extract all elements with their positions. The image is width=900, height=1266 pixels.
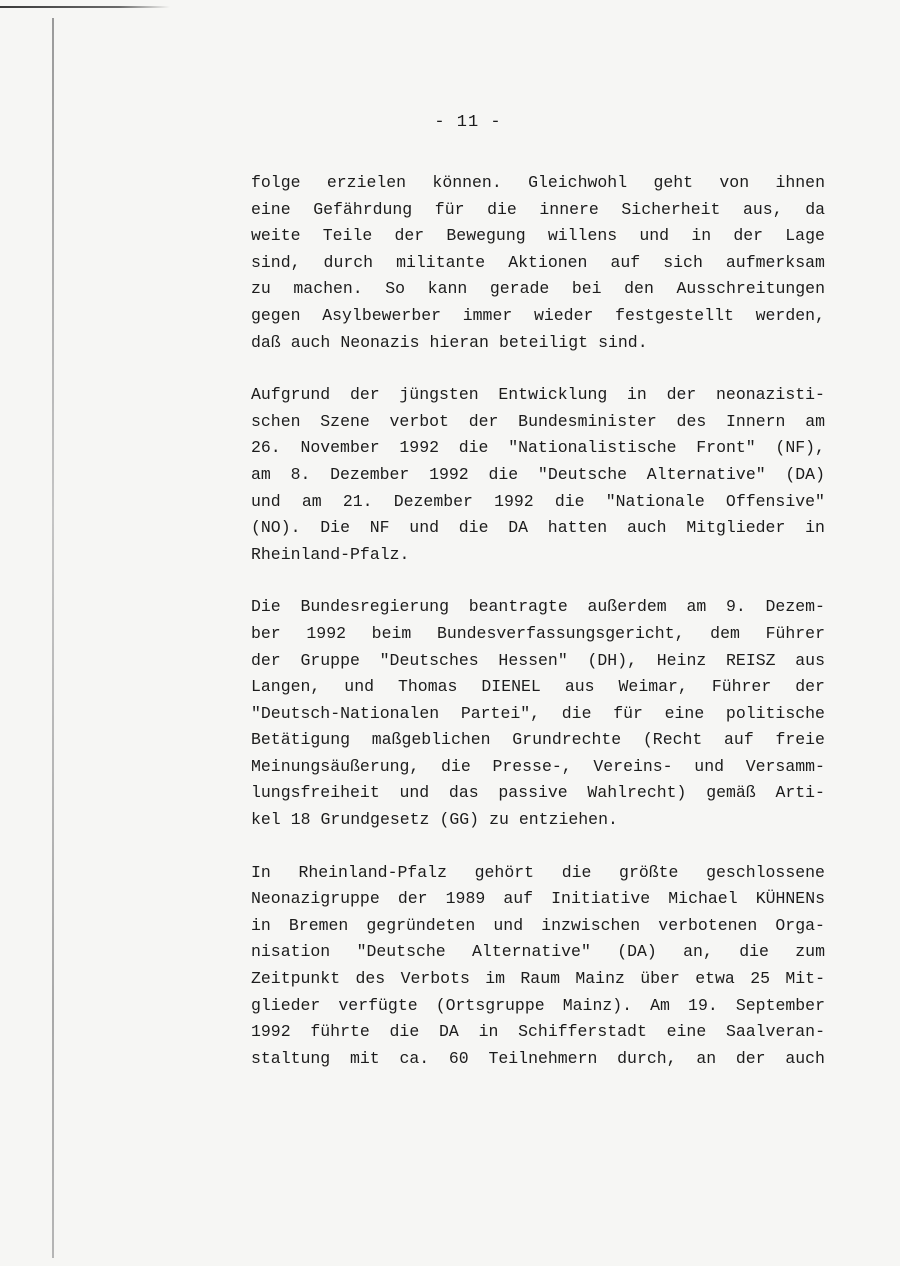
word: In <box>251 862 271 882</box>
word: DA <box>439 1022 459 1042</box>
word: die <box>389 1022 420 1042</box>
word: hatten <box>547 518 608 538</box>
word: "Nationale <box>605 491 705 511</box>
word: aus, <box>743 199 783 219</box>
word: über <box>640 969 680 989</box>
word: da <box>805 199 825 219</box>
word: Rheinland-Pfalz. <box>251 544 410 564</box>
word: ca. <box>399 1048 430 1068</box>
word: "Deutsche <box>537 464 628 484</box>
word: durch, <box>617 1048 677 1068</box>
word: Grundgesetz <box>320 810 430 830</box>
word: mit <box>349 1048 380 1068</box>
text-line <box>251 542 825 569</box>
word: Die <box>251 597 281 617</box>
word: beim <box>371 623 412 643</box>
word: daß <box>251 332 281 352</box>
word: gegründeten <box>366 915 476 935</box>
text-line <box>251 966 825 993</box>
word: Gleichwohl <box>528 173 628 192</box>
word: für <box>613 703 643 723</box>
word: die <box>458 518 489 538</box>
word: eine <box>251 199 291 219</box>
word: verbot <box>389 411 449 431</box>
word: für <box>434 199 465 219</box>
text-line <box>251 250 825 277</box>
word: Die <box>320 518 350 538</box>
text-line <box>251 197 825 224</box>
word: Führer <box>765 623 825 643</box>
text-line <box>251 409 825 436</box>
word: auf <box>724 730 754 750</box>
word: eine <box>666 1022 707 1042</box>
word: durch <box>323 252 374 272</box>
word: das <box>448 783 479 803</box>
word: 8. <box>290 464 311 484</box>
word: nisation <box>251 942 331 962</box>
word: zu <box>489 810 509 830</box>
word: gehört <box>474 862 535 882</box>
word: die <box>561 703 592 723</box>
paragraph <box>251 382 825 568</box>
text-line <box>251 701 825 728</box>
word: zu <box>251 279 271 299</box>
text-line <box>251 594 825 621</box>
word: die <box>739 942 769 962</box>
word: 21. <box>342 491 373 511</box>
word: außerdem <box>587 597 667 617</box>
word: am <box>805 411 825 431</box>
word: die <box>488 464 519 484</box>
word: Alternative" <box>472 942 591 962</box>
word: auch <box>785 1048 825 1068</box>
paragraph <box>251 860 825 1073</box>
word: Zeitpunkt <box>251 969 341 989</box>
word: Arti- <box>775 783 825 803</box>
word: Innern <box>726 411 786 431</box>
word: auch <box>626 518 667 538</box>
word: Lage <box>785 226 825 246</box>
word: (Ortsgruppe <box>435 995 545 1015</box>
word: am <box>686 597 707 617</box>
word: in <box>251 915 271 935</box>
word: 26. <box>251 438 281 458</box>
word: entziehen. <box>518 810 618 830</box>
word: die <box>554 491 585 511</box>
word: folge <box>251 173 301 192</box>
word: dem <box>710 623 740 643</box>
word: Initiative <box>551 889 651 909</box>
word: hieran <box>429 332 489 352</box>
word: 1992 <box>429 464 469 484</box>
word: und <box>409 518 440 538</box>
word: verfügte <box>338 995 418 1015</box>
word: der <box>733 226 764 246</box>
word: DA <box>508 518 529 538</box>
word: und <box>344 677 375 697</box>
word: Bundesminister <box>518 411 657 431</box>
word: Am <box>650 995 670 1015</box>
word: (DA) <box>617 942 657 962</box>
word: geschlossene <box>706 862 825 882</box>
word: gemäß <box>706 783 756 803</box>
word: Meinungsäußerung, <box>251 756 420 776</box>
word: (DH), <box>587 650 637 670</box>
word: Verbots <box>400 969 470 989</box>
word: führte <box>310 1022 370 1042</box>
word: der <box>666 385 697 405</box>
word: "Deutsches <box>379 650 479 670</box>
word: Führer <box>711 677 772 697</box>
word: Bremen <box>288 915 349 935</box>
word: (GG) <box>439 810 480 830</box>
word: geht <box>653 173 694 192</box>
text-line <box>251 382 825 409</box>
word: 1992 <box>251 1022 291 1042</box>
word: zum <box>795 942 825 962</box>
word: Orga- <box>775 915 825 935</box>
word: Mainz <box>575 969 625 989</box>
word: 18 <box>290 810 311 830</box>
text-line <box>251 780 825 807</box>
word: immer <box>462 305 513 325</box>
word: Weimar, <box>618 677 688 697</box>
word: Front" <box>696 438 756 458</box>
word: des <box>355 969 386 989</box>
word: schen <box>251 411 301 431</box>
word: Schifferstadt <box>518 1022 647 1042</box>
word: Alternative" <box>646 464 766 484</box>
word: Presse-, <box>492 756 572 776</box>
word: in <box>805 518 825 538</box>
word: freie <box>775 730 825 750</box>
word: festgestellt <box>615 305 734 325</box>
word: Betätigung <box>251 730 351 750</box>
word: Offensive" <box>725 491 825 511</box>
text-line <box>251 674 825 701</box>
word: maßgeblichen <box>371 730 491 750</box>
word: Ausschreitungen <box>676 279 825 299</box>
word: der <box>735 1048 766 1068</box>
word: der <box>251 650 281 670</box>
word: beantragte <box>468 597 568 617</box>
word: Bundesverfassungsgericht, <box>436 623 685 643</box>
word: den <box>624 279 654 299</box>
word: Wahlrecht) <box>587 783 687 803</box>
text-line <box>251 1019 825 1046</box>
word: glieder <box>251 995 321 1015</box>
text-line <box>251 330 825 357</box>
word: Bewegung <box>446 226 526 246</box>
word: an <box>696 1048 717 1068</box>
word: jüngsten <box>399 385 479 405</box>
word: der <box>394 226 425 246</box>
word: Bundesregierung <box>300 597 449 617</box>
text-line <box>251 993 825 1020</box>
word: die <box>487 199 517 219</box>
word: 60 <box>448 1048 469 1068</box>
word: Mitglieder <box>686 518 786 538</box>
paragraph <box>251 170 825 356</box>
text-line <box>251 807 825 834</box>
word: Teilnehmern <box>488 1048 598 1068</box>
page-number: - 11 - <box>434 113 502 132</box>
word: NF <box>369 518 390 538</box>
word: auch <box>290 332 331 352</box>
word: Vereins- <box>593 756 673 776</box>
word: Dezember <box>330 464 410 484</box>
word: weite <box>251 226 301 246</box>
word: (Recht <box>642 730 703 750</box>
word: sich <box>663 252 703 272</box>
word: am <box>301 491 322 511</box>
word: in <box>627 385 647 405</box>
text-line <box>251 303 825 330</box>
word: im <box>485 969 506 989</box>
word: sind, <box>251 252 301 272</box>
word: (NF), <box>775 438 825 458</box>
word: (DA) <box>785 464 825 484</box>
word: aus <box>795 650 825 670</box>
word: Aufgrund <box>251 385 331 405</box>
word: Gruppe <box>300 650 360 670</box>
word: Neonazis <box>340 332 420 352</box>
word: Neonazigruppe <box>251 889 380 909</box>
word: des <box>676 411 707 431</box>
word: Szene <box>320 411 370 431</box>
word: Asylbewerber <box>322 305 442 325</box>
word: Entwicklung <box>498 385 608 405</box>
word: Dezember <box>393 491 473 511</box>
word: Dezem- <box>765 597 825 617</box>
word: Mit- <box>785 969 825 989</box>
word: "Deutsch-Nationalen <box>251 703 440 723</box>
word: November <box>300 438 380 458</box>
word: verbotenen <box>658 915 758 935</box>
word: der <box>795 677 825 697</box>
word: Heinz <box>656 650 707 670</box>
text-line <box>251 648 825 675</box>
word: und <box>493 915 524 935</box>
text-line <box>251 489 825 516</box>
word: etwa <box>695 969 735 989</box>
word: "Deutsche <box>356 942 446 962</box>
word: wieder <box>533 305 594 325</box>
word: Partei", <box>460 703 541 723</box>
word: So <box>385 279 406 299</box>
paragraph <box>251 594 825 833</box>
word: 25 <box>750 969 770 989</box>
word: die <box>458 438 489 458</box>
body-text <box>251 170 825 1098</box>
word: neonazisti- <box>716 385 825 405</box>
word: 1989 <box>445 889 486 909</box>
word: gegen <box>251 305 301 325</box>
word: willens <box>547 226 618 246</box>
word: Sicherheit <box>621 199 721 219</box>
word: KÜHNENs <box>755 889 825 909</box>
text-line <box>251 621 825 648</box>
word: erzielen <box>326 173 407 192</box>
word: in <box>691 226 712 246</box>
word: inzwischen <box>541 915 641 935</box>
word: bei <box>571 279 602 299</box>
text-line <box>251 170 825 197</box>
word: aus <box>564 677 595 697</box>
word: 1992 <box>306 623 346 643</box>
word: 1992 <box>399 438 440 458</box>
word: Teile <box>322 226 373 246</box>
word: Grundrechte <box>512 730 622 750</box>
word: größte <box>619 862 679 882</box>
text-line <box>251 223 825 250</box>
word: kann <box>427 279 468 299</box>
word: auf <box>610 252 641 272</box>
word: Mainz). <box>562 995 633 1015</box>
word: Thomas <box>398 677 458 697</box>
text-line <box>251 276 825 303</box>
text-line <box>251 754 825 781</box>
word: Raum <box>520 969 561 989</box>
word: politische <box>725 703 825 723</box>
text-line <box>251 860 825 887</box>
word: der <box>349 385 380 405</box>
word: staltung <box>251 1048 331 1068</box>
word: in <box>478 1022 499 1042</box>
word: an, <box>683 942 713 962</box>
word: Rheinland-Pfalz <box>298 862 447 882</box>
word: Gefährdung <box>313 199 413 219</box>
text-line <box>251 727 825 754</box>
word: "Nationalistische <box>508 438 677 458</box>
word: auf <box>503 889 534 909</box>
text-line <box>251 1046 825 1073</box>
text-line <box>251 515 825 542</box>
word: die <box>561 862 592 882</box>
text-line <box>251 939 825 966</box>
word: lungsfreiheit <box>251 783 380 803</box>
word: können. <box>432 173 502 192</box>
word: militante <box>396 252 486 272</box>
scan-edge-left <box>52 18 54 1258</box>
word: werden, <box>755 305 825 325</box>
word: REISZ <box>726 650 776 670</box>
word: (NO). <box>251 518 301 538</box>
word: und <box>694 756 725 776</box>
word: und <box>639 226 670 246</box>
word: und <box>251 491 281 511</box>
word: Langen, <box>251 677 321 697</box>
word: eine <box>664 703 705 723</box>
word: 19. <box>688 995 718 1015</box>
word: ber <box>251 623 281 643</box>
word: der <box>468 411 499 431</box>
word: sind. <box>598 332 648 352</box>
word: innere <box>539 199 599 219</box>
word: aufmerksam <box>725 252 825 272</box>
word: DIENEL <box>481 677 541 697</box>
word: ihnen <box>775 173 825 192</box>
word: September <box>735 995 825 1015</box>
word: Hessen" <box>498 650 568 670</box>
scan-edge-top <box>0 6 170 8</box>
word: und <box>399 783 430 803</box>
word: von <box>719 173 750 192</box>
word: Versamm- <box>745 756 825 776</box>
text-line <box>251 435 825 462</box>
word: passive <box>498 783 568 803</box>
text-line <box>251 462 825 489</box>
word: am <box>251 464 271 484</box>
word: die <box>441 756 471 776</box>
word: Saalveran- <box>725 1022 825 1042</box>
word: kel <box>251 810 281 830</box>
word: 1992 <box>494 491 534 511</box>
word: Aktionen <box>508 252 588 272</box>
word: der <box>397 889 428 909</box>
word: 9. <box>725 597 746 617</box>
text-line <box>251 886 825 913</box>
word: Michael <box>668 889 738 909</box>
word: beteiligt <box>498 332 589 352</box>
text-line <box>251 913 825 940</box>
word: gerade <box>489 279 550 299</box>
word: machen. <box>293 279 363 299</box>
